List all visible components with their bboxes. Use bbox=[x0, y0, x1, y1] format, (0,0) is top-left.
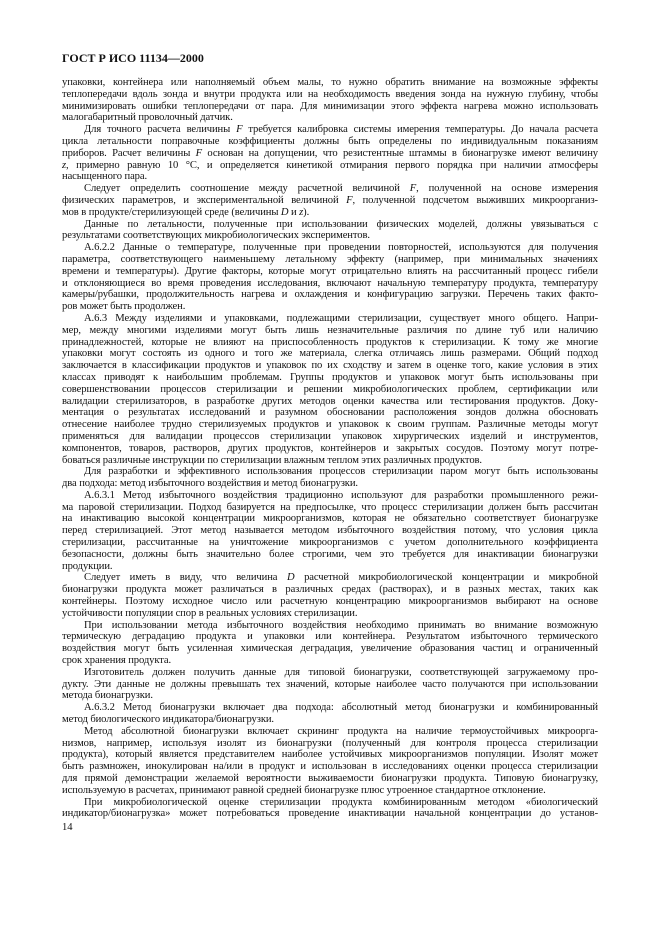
paragraph bbox=[62, 124, 598, 183]
text-line: воздействия могут быть усиленная химическая деградация, увеличение образования частиц и ограниченный bbox=[62, 643, 598, 655]
text-line: ров может быть продолжен. bbox=[62, 301, 186, 313]
text-line: Изготовитель должен получить данные для типовой бионагрузки, соответствующей загружаемому про- bbox=[84, 666, 598, 678]
text-line: А.6.3.1 Метод избыточного воздействия традиционно используют для разработки промышленного режи- bbox=[84, 489, 598, 501]
paragraph bbox=[62, 219, 598, 243]
text-line: безопасности, должны быть значительно более строгими, чем это требуется для инактивации бионагрузки bbox=[62, 548, 598, 560]
variable-symbol: z bbox=[62, 159, 67, 171]
paragraph bbox=[62, 490, 598, 573]
text-line: минимизировать ошибки теплопередачи от пара. Для минимизации этого эффекта нагрева можно использовать bbox=[62, 100, 598, 112]
text-line: Для разработки и эффективного использования процессов стерилизации паром могут быть использованы bbox=[84, 466, 598, 478]
text-segment: Для точного расчета величины bbox=[84, 124, 237, 136]
paragraph bbox=[62, 466, 598, 490]
text-line: А.6.3 Между изделиями и упаковками, подлежащими стерилизации, существует много общего. Напри- bbox=[84, 312, 598, 324]
text-line: и отклоняющиеся во время проведения исследования, включают начальную температуру продукта, температуру bbox=[62, 277, 598, 289]
text-segment: , примерно равную 10 °C, и определяется кинетикой отмирания первого порядка при наличии атмосферы bbox=[66, 159, 598, 171]
variable-symbol: F bbox=[346, 194, 353, 206]
text-line: заключается в классификации продуктов и упаковок по их сходству и затем в оценке того, какие условия в этих bbox=[62, 360, 598, 372]
text-line: валидации стерилизаторов, в разработке других методов оценки качества или тестирования продуктов. Доку- bbox=[62, 395, 598, 407]
paragraph bbox=[62, 702, 598, 726]
text-line: ментация о результатах исследований и разумном обосновании расположения зондов должна обосновать bbox=[62, 407, 598, 419]
text-line: устойчивости популяции спор в реальных условиях стерилизации. bbox=[62, 607, 358, 619]
paragraph bbox=[62, 572, 598, 619]
text-line: ма паровой стерилизации. Подход базируется на предпосылке, что процесс стерилизации должен быть рассчитан bbox=[62, 501, 598, 513]
text-line bbox=[62, 195, 598, 207]
text-line: два подхода: метод избыточного воздействия и метод бионагрузки. bbox=[62, 478, 358, 490]
text-line: результатами соответствующих микробиологических экспериментов. bbox=[62, 230, 370, 242]
text-line: принадлежностей, которые не влияют на приспособленность продуктов к стерилизации. К тому же многие bbox=[62, 336, 598, 348]
text-line bbox=[62, 160, 598, 172]
paragraph bbox=[62, 242, 598, 313]
text-line: А.6.2.2 Данные о температуре, полученные при проведении повторностей, используются для получения bbox=[84, 242, 598, 254]
page-number: 14 bbox=[62, 822, 73, 833]
text-line: быть размножен, инокулирован на/или в продукт и использован в исследованиях оценки процесса стерилизации bbox=[62, 761, 598, 773]
text-line: боваться различные инструкции по стерилизации влажным теплом этих различных продуктов. bbox=[62, 454, 482, 466]
text-line: совершенствовании процессов стерилизации и решении микробиологических проблем, сертификации или bbox=[62, 383, 598, 395]
text-line: продукта), который является представителем наиболее устойчивых микроорганизмов популяции. Изолят может bbox=[62, 749, 598, 761]
text-line: метода бионагрузки. bbox=[62, 690, 153, 702]
text-segment: приборов. Расчет величины bbox=[62, 147, 196, 159]
text-line: метод биологического индикатора/бионагрузки. bbox=[62, 714, 274, 726]
text-line: камеры/рубашки, продолжительность нагрева и охлаждения и конфигурацию загрузки. Перечень таких факто- bbox=[62, 289, 598, 301]
text-line: продукции. bbox=[62, 560, 113, 572]
text-line: дукту. Эти данные не должны превышать тех значений, которые наиболее часто получаются при использовании bbox=[62, 678, 598, 690]
standard-header: ГОСТ Р ИСО 11134—2000 bbox=[62, 51, 204, 65]
text-segment: , полученной на основе измерения bbox=[416, 183, 598, 195]
text-line: Данные по летальности, полученные при использовании физических моделей, должны увязываться с bbox=[84, 218, 598, 230]
text-line bbox=[62, 207, 598, 219]
text-line: времени и температуры). Другие факторы, которые могут отрицательно влиять на рассчитанный процесс гибели bbox=[62, 265, 598, 277]
text-line: А.6.3.2 Метод бионагрузки включает два подхода: абсолютный метод бионагрузки и комбинированный bbox=[84, 702, 598, 714]
text-segment: ). bbox=[303, 206, 310, 218]
variable-symbol: z bbox=[299, 206, 304, 218]
text-line: компонентов, товаров, растворов, других продуктов, контейнеров и закрытых сосудов. Поэтому могут потре- bbox=[62, 442, 598, 454]
text-segment: Следует определить соотношение между расчетной величиной bbox=[84, 183, 410, 195]
variable-symbol: F bbox=[236, 124, 243, 136]
text-line: низмов, например, используя изолят из бионагрузки (полученный для контроля процесса стерилизации bbox=[62, 737, 598, 749]
text-line bbox=[62, 148, 598, 160]
text-segment: мов в продукте/стерилизующей среде (величины bbox=[62, 206, 281, 218]
variable-symbol: D bbox=[280, 206, 289, 218]
text-line: перед стерилизацией. Этот метод называется методом избыточного воздействия потому, что условия цикла bbox=[62, 525, 598, 537]
text-line: При микробиологической оценке стерилизации продукта комбинированным методом «биологический bbox=[84, 796, 598, 808]
text-segment: основан на допущении, что резистентные штаммы в бионагрузке имеют величину bbox=[202, 147, 598, 159]
text-line: упаковки, контейнера или наполняемый объем малы, то нужно обратить внимание на возможные эффекты bbox=[62, 77, 598, 88]
variable-symbol: D bbox=[286, 572, 295, 584]
text-segment: , полученной подсчетом выживших микроорганиз- bbox=[352, 194, 598, 206]
body-text bbox=[62, 77, 598, 820]
text-line: на инактивацию высокой концентрации микроорганизмов, которая не обязательно соответствует бионагрузке bbox=[62, 513, 598, 525]
text-line bbox=[62, 183, 598, 195]
text-line: стерилизации, рассчитанные на уничтожение микроорганизмов с учетом дополнительного коэффициента bbox=[62, 537, 598, 549]
text-line: бионагрузки продукта может различаться в различных средах (растворах), и в разных местах, таких как bbox=[62, 584, 598, 596]
paragraph bbox=[62, 313, 598, 466]
text-line: отнесение наиболее трудно стерилизуемых продуктов и упаковок к своим группам. Различные методы могут bbox=[62, 419, 598, 431]
text-line: индикатор/бионагрузка» может потребоваться проведение инактивации начальной концентрации до установ- bbox=[62, 808, 598, 820]
text-line: термическую деградацию продукта и упаковки или контейнера. Результатом избыточного термического bbox=[62, 631, 598, 643]
text-line: цикла летальности поправочные коэффициенты должны быть определены по индивидуальным показаниям bbox=[62, 135, 598, 147]
text-line: контейнеры. Поэтому исходное число или расчетную концентрацию микроорганизмов выбирают на основе bbox=[62, 596, 598, 608]
text-line: упаковки могут состоять из одного и того же материала, слегка отличаясь лишь размерами. Общий подход bbox=[62, 348, 598, 360]
paragraph bbox=[62, 183, 598, 218]
text-line bbox=[62, 124, 598, 136]
text-segment: Следует иметь в виду, что величина bbox=[84, 572, 287, 584]
variable-symbol: F bbox=[409, 183, 417, 195]
text-line: При использовании метода избыточного воздействия необходимо принимать во внимание возможную bbox=[84, 619, 598, 631]
text-line: срок хранения продукта. bbox=[62, 655, 172, 667]
paragraph bbox=[62, 667, 598, 702]
paragraph bbox=[62, 726, 598, 797]
text-line: мер, между многими изделиями могут быть лишь незначительные различия по длине туб или наличию bbox=[62, 324, 598, 336]
text-line: малогабаритный проволочный датчик. bbox=[62, 112, 233, 124]
paragraph bbox=[62, 797, 598, 821]
text-line: Метод абсолютной бионагрузки включает скрининг продукта на наличие термоустойчивых микроорга- bbox=[84, 725, 598, 737]
text-line: для прямой демонстрации желаемой вероятности выживаемости бионагрузки продукта. Типовую бионагрузку, bbox=[62, 773, 598, 785]
text-line: насыщенного пара. bbox=[62, 171, 148, 183]
text-segment: физических параметров, и экспериментальной величиной bbox=[62, 194, 347, 206]
paragraph bbox=[62, 620, 598, 667]
text-line: классах приводят к наибольшим проблемам. Группы продуктов и упаковок могут быть использованы при bbox=[62, 371, 598, 383]
text-segment: требуется калибровка системы имерения температуры. До начала расчета bbox=[242, 124, 598, 136]
variable-symbol: F bbox=[195, 147, 202, 159]
text-line: применяться для валидации процессов стерилизации упаковок хирургических изделий и инструментов, bbox=[62, 430, 598, 442]
text-line: параметра, соответствующего наименьшему летальному эффекту (например, при минимальных значениях bbox=[62, 253, 598, 265]
text-segment: и bbox=[288, 206, 300, 218]
text-segment: расчетной микробиологической концентрации и микробной bbox=[294, 572, 598, 584]
text-line bbox=[62, 572, 598, 584]
paragraph bbox=[62, 77, 598, 124]
text-line: теплопередачи вдоль зонда и внутри продукта или на необходимость введения зонда на нужную глубину, чтобы bbox=[62, 88, 598, 100]
text-line: используемую в расчетах, принимают равной средней бионагрузке плюс утроенное стандартное отклонение. bbox=[62, 784, 546, 796]
